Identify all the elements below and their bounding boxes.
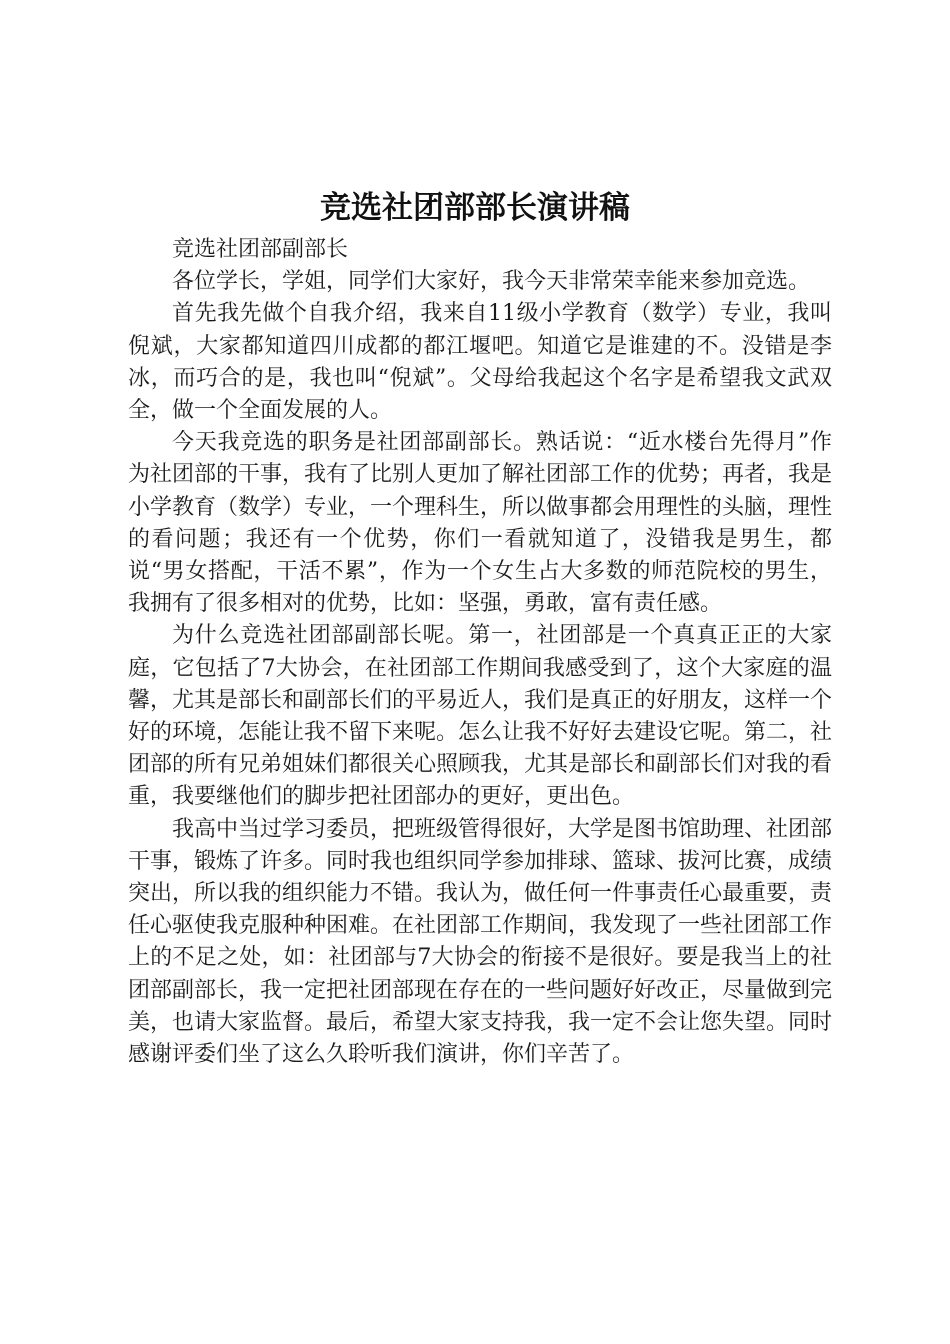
paragraph: 首先我先做个自我介绍，我来自11级小学教育（数学）专业，我叫倪斌，大家都知道四川成都的都江堰吧。知道它是谁建的不。没错是李冰，而巧合的是，我也叫“倪斌”。父母给我起这个名字是希望我文武双全，做一个全面发展的人。 [128,301,832,424]
document-body [128,234,832,1071]
paragraph: 为什么竞选社团部副部长呢。第一，社团部是一个真真正正的大家庭，它包括了7大协会，在社团部工作期间我感受到了，这个大家庭的温馨，尤其是部长和副部长们的平易近人，我们是真正的好朋友，这样一个好的环境，怎能让我不留下来呢。怎么让我不好好去建设它呢。第二，社团部的所有兄弟姐妹们都很关心照顾我，尤其是部长和副部长们对我的看重，我要继他们的脚步把社团部办的更好，更出色。 [128,623,833,810]
paragraph: 各位学长，学姐，同学们大家好，我今天非常荣幸能来参加竞选。 [172,269,811,295]
document-title: 竞选社团部部长演讲稿 [320,190,630,226]
paragraph: 今天我竞选的职务是社团部副部长。熟话说：“近水楼台先得月”作为社团部的干事，我有了比别人更加了解社团部工作的优势；再者，我是小学教育（数学）专业，一个理科生，所以做事都会用理性的头脑，理性的看问题；我还有一个优势，你们一看就知道了，没错我是男生，都说“男女搭配，干活不累”，作为一个女生占大多数的师范院校的男生，我拥有了很多相对的优势，比如：坚强，勇敢，富有责任感。 [128,430,833,617]
paragraph: 我高中当过学习委员，把班级管得很好，大学是图书馆助理、社团部干事，锻炼了许多。同时我也组织同学参加排球、篮球、拔河比赛，成绩突出，所以我的组织能力不错。我认为，做任何一件事责任心最重要，责任心驱使我克服种种困难。在社团部工作期间，我发现了一些社团部工作上的不足之处，如：社团部与7大协会的衔接不是很好。要是我当上的社团部副部长，我一定把社团部现在存在的一些问题好好改正，尽量做到完美，也请大家监督。最后，希望大家支持我，我一定不会让您失望。同时感谢评委们坐了这么久聆听我们演讲，你们辛苦了。 [128,816,833,1068]
paragraph: 竞选社团部副部长 [172,237,349,262]
